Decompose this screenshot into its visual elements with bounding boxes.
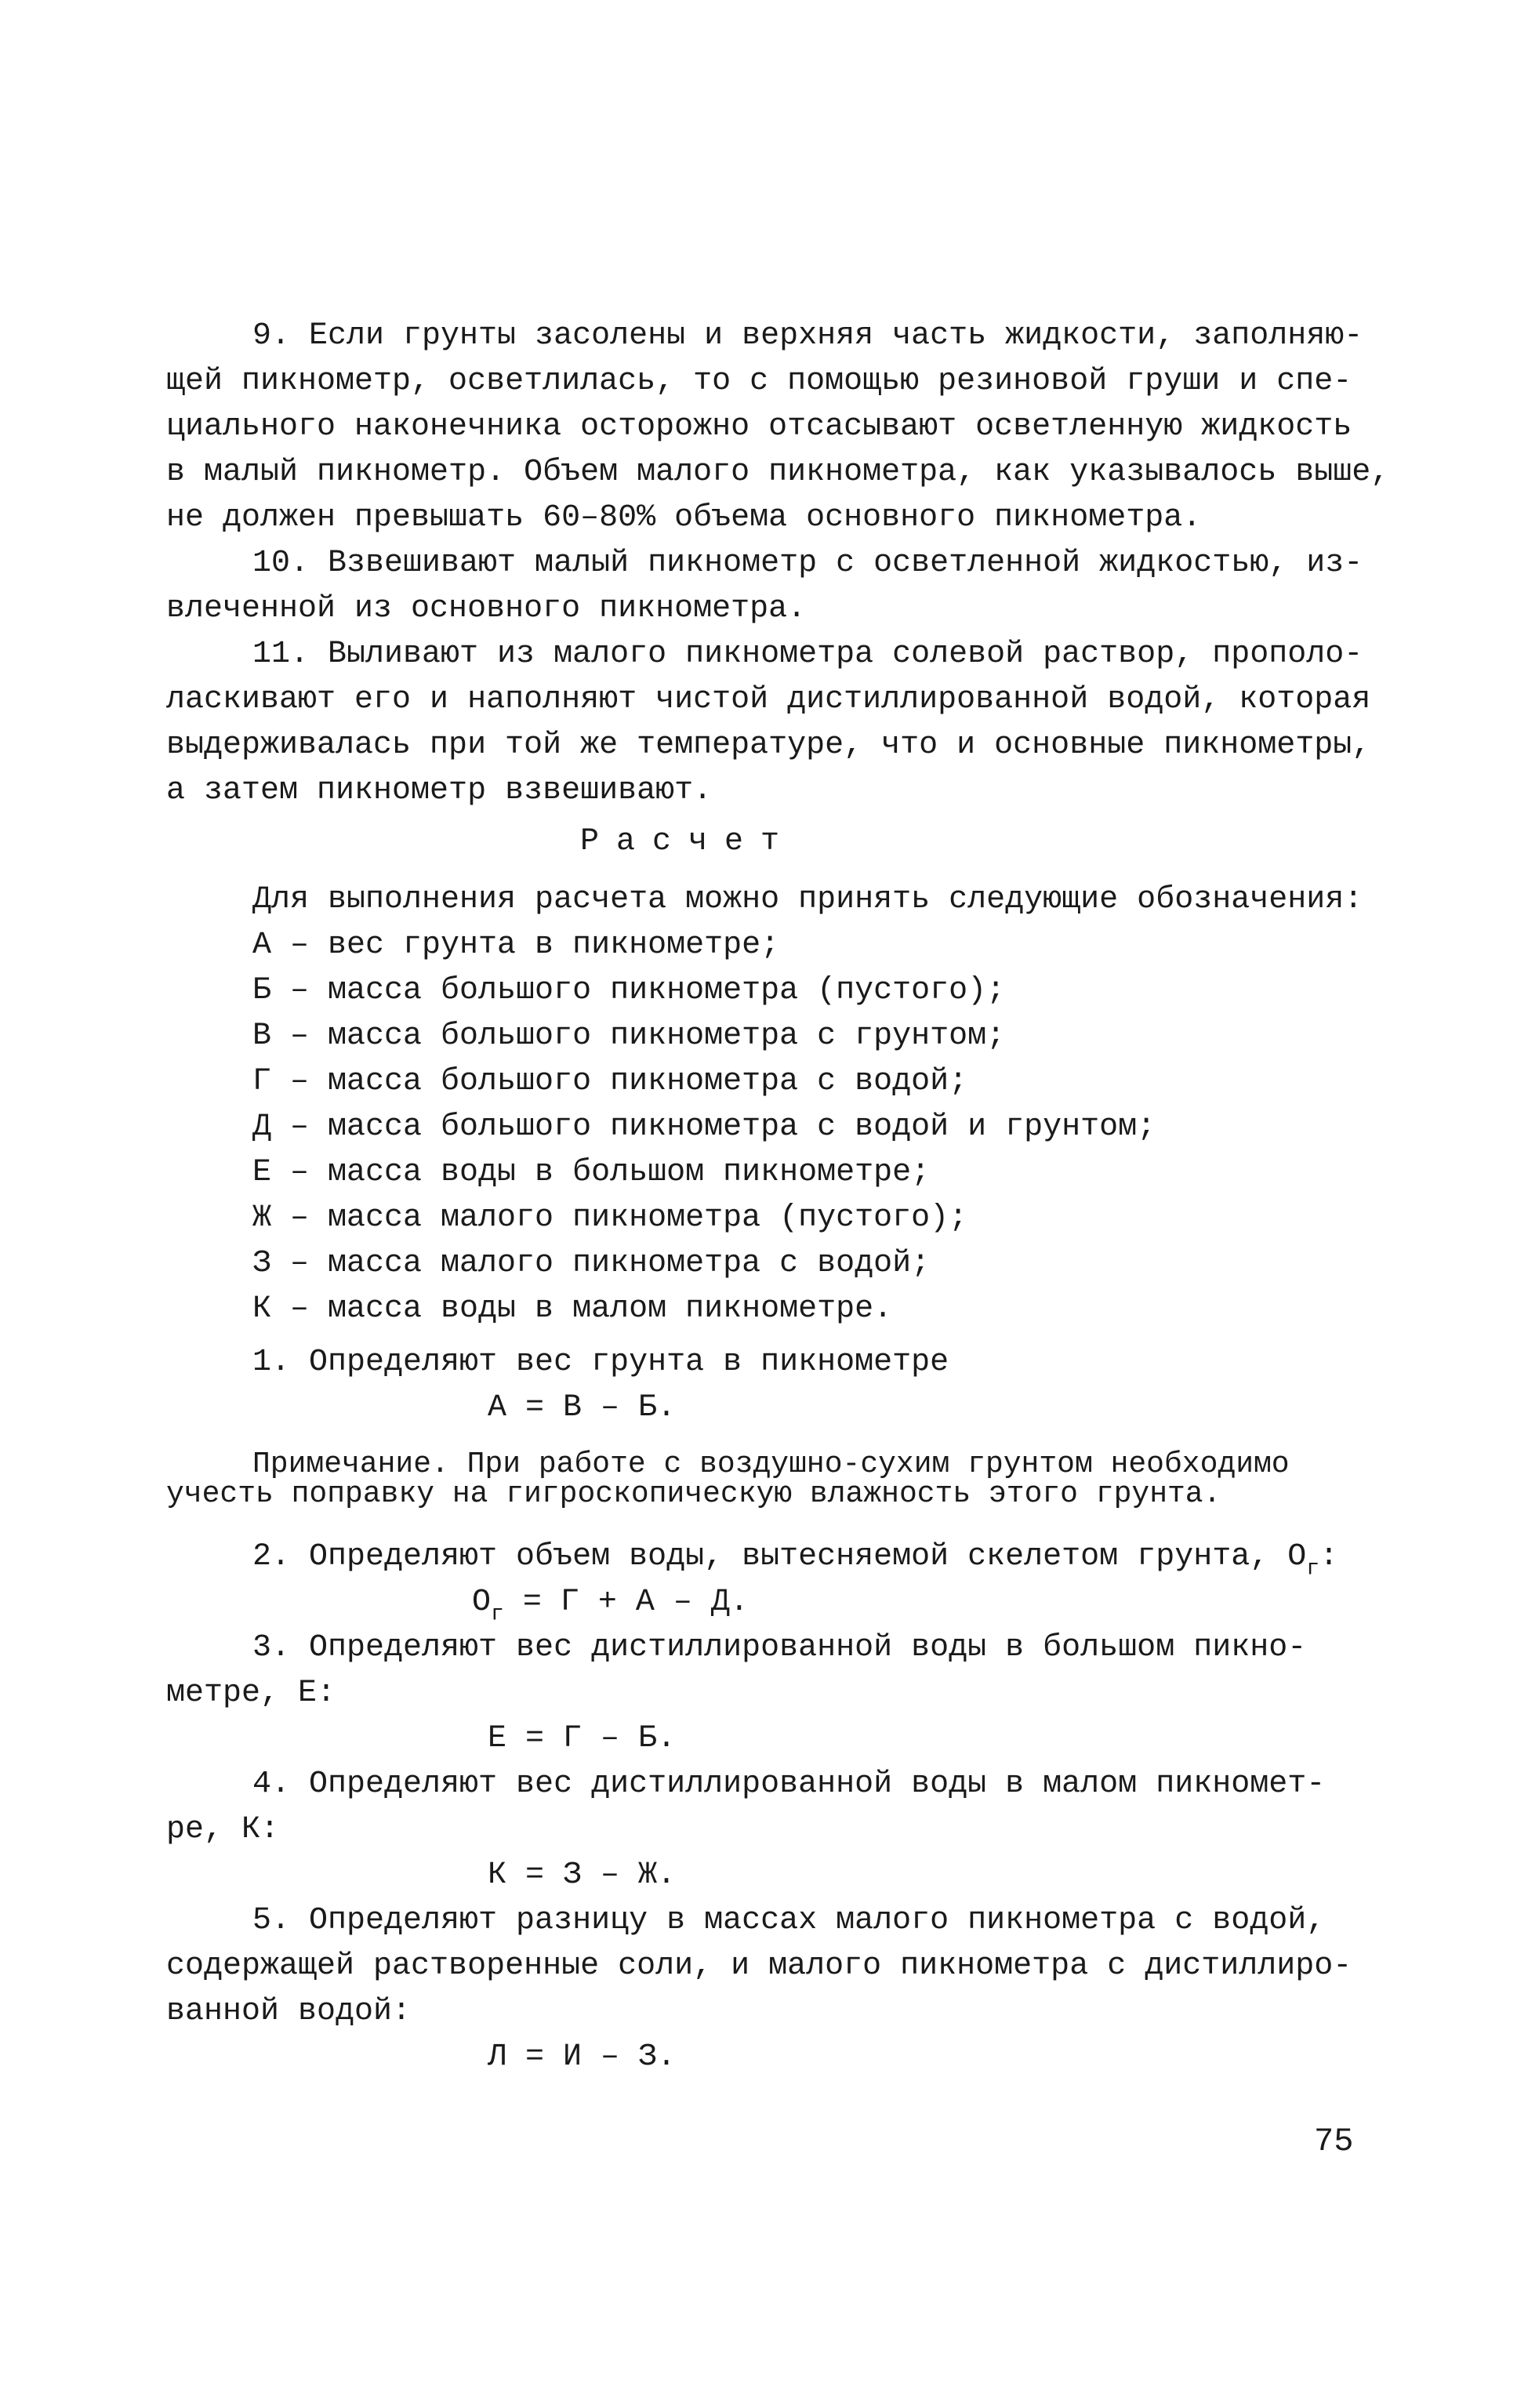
section-heading: Расчет bbox=[580, 824, 797, 859]
step-5-text: содержащей растворенные соли, и малого пикнометра с дистиллиро- bbox=[166, 1949, 1352, 1984]
text-line: щей пикнометр, осветлилась, то с помощью резиновой груши и спе- bbox=[166, 364, 1352, 399]
note-line: Примечание. При работе с воздушно-сухим грунтом необходимо bbox=[252, 1447, 1290, 1481]
subscript: г bbox=[491, 1602, 504, 1627]
notation-item: Г – масса большого пикнометра с водой; bbox=[252, 1064, 968, 1099]
notation-item: З – масса малого пикнометра с водой; bbox=[252, 1246, 931, 1281]
formula-step-3: Е = Г – Б. bbox=[488, 1721, 677, 1756]
text-line: а затем пикнометр взвешивают. bbox=[166, 773, 713, 808]
text-line: ласкивают его и наполняют чистой дистиллированной водой, которая bbox=[166, 682, 1371, 717]
text-line: в малый пикнометр. Объем малого пикнометра, как указывалось выше, bbox=[166, 455, 1390, 490]
page-number: 75 bbox=[1314, 2123, 1354, 2160]
notation-item: Б – масса большого пикнометра (пустого); bbox=[252, 973, 1006, 1008]
text-line: выдерживалась при той же температуре, что и основные пикнометры, bbox=[166, 728, 1371, 763]
notation-item: Е – масса воды в большом пикнометре; bbox=[252, 1155, 931, 1190]
step-1-text: 1. Определяют вес грунта в пикнометре bbox=[252, 1345, 949, 1380]
formula-step-1: А = В – Б. bbox=[488, 1390, 677, 1426]
subscript: г bbox=[1306, 1556, 1320, 1582]
formula-step-5: Л = И – З. bbox=[488, 2039, 677, 2075]
text-line: 11. Выливают из малого пикнометра солевой раствор, прополо- bbox=[252, 637, 1363, 672]
text-line: не должен превышать 60–80% объема основного пикнометра. bbox=[166, 500, 1202, 536]
step-4-text: 4. Определяют вес дистиллированной воды в малом пикномет- bbox=[252, 1767, 1326, 1802]
step-5-text: 5. Определяют разницу в массах малого пикнометра с водой, bbox=[252, 1903, 1326, 1938]
step-3-text: метре, Е: bbox=[166, 1676, 336, 1711]
formula-step-2: $О_г = Г + А - Д$. bbox=[472, 1585, 749, 1627]
note-line: учесть поправку на гигроскопическую влажность этого грунта. bbox=[166, 1477, 1221, 1511]
notation-item: Д – масса большого пикнометра с водой и грунтом; bbox=[252, 1110, 1156, 1145]
notation-item: Ж – масса малого пикнометра (пустого); bbox=[252, 1200, 968, 1236]
notation-intro: Для выполнения расчета можно принять следующие обозначения: bbox=[252, 882, 1363, 917]
text-line: 9. Если грунты засолены и верхняя часть жидкости, заполняю- bbox=[252, 318, 1363, 354]
notation-item: А – вес грунта в пикнометре; bbox=[252, 928, 780, 963]
step-3-text: 3. Определяют вес дистиллированной воды в большом пикно- bbox=[252, 1630, 1307, 1665]
text-line: влеченной из основного пикнометра. bbox=[166, 591, 807, 627]
step-4-text: ре, К: bbox=[166, 1812, 280, 1847]
text-line: циального наконечника осторожно отсасывают осветленную жидкость bbox=[166, 409, 1352, 445]
formula-step-4: К = З – Ж. bbox=[488, 1858, 677, 1893]
step-5-text: ванной водой: bbox=[166, 1994, 412, 2029]
text-line: 10. Взвешивают малый пикнометр с осветленной жидкостью, из- bbox=[252, 546, 1363, 581]
notation-item: В – масса большого пикнометра с грунтом; bbox=[252, 1019, 1006, 1054]
notation-item: К – масса воды в малом пикнометре. bbox=[252, 1291, 893, 1327]
step-2-text: 2. Определяют объем воды, вытесняемой скелетом грунта, $О_г$: bbox=[252, 1539, 1339, 1582]
